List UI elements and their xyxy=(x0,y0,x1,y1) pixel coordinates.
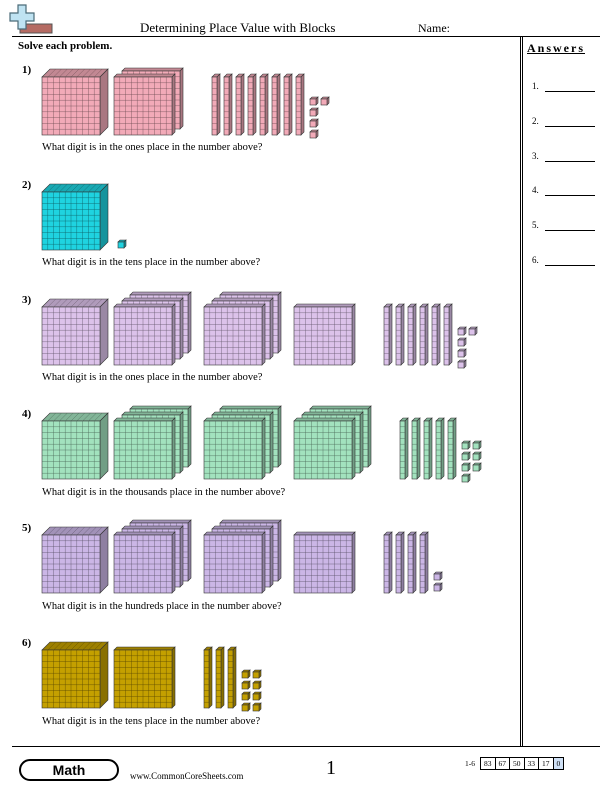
one-cube xyxy=(253,703,261,711)
score-cell: 83 xyxy=(480,757,496,770)
one-cube xyxy=(242,692,250,700)
answer-panel xyxy=(520,36,603,746)
answer-label-3: 3. xyxy=(532,151,539,161)
one-cube xyxy=(473,463,481,471)
ten-rod xyxy=(228,647,236,708)
one-cube xyxy=(310,119,318,127)
hundred-flat-stack xyxy=(204,520,281,593)
one-cube xyxy=(462,474,470,482)
problem-question-6: What digit is in the tens place in the number above? xyxy=(42,716,261,727)
ten-rod xyxy=(212,74,220,135)
ten-rod xyxy=(420,304,428,365)
problem-number-1: 1) xyxy=(22,64,32,76)
score-cell: 17 xyxy=(538,757,554,770)
answer-line-6[interactable] xyxy=(545,265,595,266)
one-cube xyxy=(469,327,477,335)
score-range: 1-6 xyxy=(465,759,475,768)
thousand-cube xyxy=(42,69,108,135)
one-cube xyxy=(253,670,261,678)
ten-rod xyxy=(396,532,404,593)
one-cube xyxy=(118,240,126,248)
hundred-flat-stack xyxy=(294,532,355,593)
ten-rod xyxy=(236,74,244,135)
ten-rod xyxy=(216,647,224,708)
hundred-flat-stack xyxy=(114,520,191,593)
problem-question-1: What digit is in the ones place in the number above? xyxy=(42,142,263,153)
thousand-cube xyxy=(42,527,108,593)
ten-rod xyxy=(296,74,304,135)
ten-rod xyxy=(400,418,408,479)
score-cell: 0 xyxy=(553,757,565,770)
problem-4-blocks xyxy=(42,406,481,482)
hundred-flat-stack xyxy=(204,292,281,365)
footer-divider xyxy=(12,746,600,747)
one-cube xyxy=(242,670,250,678)
ten-rod xyxy=(384,532,392,593)
page-number: 1 xyxy=(326,757,336,779)
score-cell: 67 xyxy=(495,757,511,770)
answer-label-6: 6. xyxy=(532,255,539,265)
ten-rod xyxy=(272,74,280,135)
one-cube xyxy=(458,327,466,335)
ten-rod xyxy=(384,304,392,365)
one-cube xyxy=(253,692,261,700)
ten-rod xyxy=(444,304,452,365)
hundred-flat-stack xyxy=(294,304,355,365)
subject-badge: Math xyxy=(19,759,119,781)
one-cube xyxy=(253,681,261,689)
ten-rod xyxy=(204,647,212,708)
problem-number-4: 4) xyxy=(22,408,32,420)
score-cell: 33 xyxy=(524,757,540,770)
problem-3-blocks xyxy=(42,292,477,368)
thousand-cube xyxy=(42,642,108,708)
answer-label-4: 4. xyxy=(532,185,539,195)
name-label: Name: xyxy=(418,21,450,35)
one-cube xyxy=(434,572,442,580)
hundred-flat-stack xyxy=(114,292,191,365)
one-cube xyxy=(434,583,442,591)
ten-rod xyxy=(432,304,440,365)
problem-question-5: What digit is in the hundreds place in the number above? xyxy=(42,601,282,612)
problem-1-blocks xyxy=(42,68,329,138)
thousand-cube xyxy=(42,413,108,479)
score-table xyxy=(465,757,564,770)
one-cube xyxy=(310,97,318,105)
answer-line-2[interactable] xyxy=(545,126,595,127)
hundred-flat-stack xyxy=(294,406,371,479)
one-cube xyxy=(462,452,470,460)
ten-rod xyxy=(448,418,456,479)
hundred-flat-stack xyxy=(114,68,183,135)
hundred-flat-stack xyxy=(114,406,191,479)
one-cube xyxy=(462,463,470,471)
ten-rod xyxy=(284,74,292,135)
answer-label-2: 2. xyxy=(532,116,539,126)
ten-rod xyxy=(424,418,432,479)
ten-rod xyxy=(420,532,428,593)
problem-6-blocks xyxy=(42,642,261,711)
problem-question-3: What digit is in the ones place in the number above? xyxy=(42,372,263,383)
ten-rod xyxy=(436,418,444,479)
problem-5-blocks xyxy=(42,520,442,593)
one-cube xyxy=(473,441,481,449)
answer-label-5: 5. xyxy=(532,220,539,230)
instructions: Solve each problem. xyxy=(18,40,113,52)
hundred-flat-stack xyxy=(204,406,281,479)
one-cube xyxy=(310,108,318,116)
one-cube xyxy=(242,681,250,689)
problem-question-2: What digit is in the tens place in the number above? xyxy=(42,257,261,268)
one-cube xyxy=(458,349,466,357)
ten-rod xyxy=(408,532,416,593)
problem-question-4: What digit is in the thousands place in the number above? xyxy=(42,487,286,498)
ten-rod xyxy=(396,304,404,365)
one-cube xyxy=(321,97,329,105)
ten-rod xyxy=(408,304,416,365)
one-cube xyxy=(242,703,250,711)
hundred-flat-stack xyxy=(114,647,175,708)
problem-number-6: 6) xyxy=(22,637,32,649)
problem-number-2: 2) xyxy=(22,179,32,191)
ten-rod xyxy=(412,418,420,479)
thousand-cube xyxy=(42,184,108,250)
website-url[interactable]: www.CommonCoreSheets.com xyxy=(130,771,244,781)
answer-line-3[interactable] xyxy=(545,161,595,162)
ten-rod xyxy=(260,74,268,135)
problem-number-3: 3) xyxy=(22,294,32,306)
ten-rod xyxy=(224,74,232,135)
answers-title: Answers xyxy=(527,41,585,55)
answer-line-4[interactable] xyxy=(545,195,595,196)
one-cube xyxy=(310,130,318,138)
one-cube xyxy=(462,441,470,449)
score-cell: 50 xyxy=(509,757,525,770)
thousand-cube xyxy=(42,299,108,365)
answer-line-5[interactable] xyxy=(545,230,595,231)
one-cube xyxy=(458,338,466,346)
one-cube xyxy=(473,452,481,460)
answer-line-1[interactable] xyxy=(545,91,595,92)
ten-rod xyxy=(248,74,256,135)
one-cube xyxy=(458,360,466,368)
answer-label-1: 1. xyxy=(532,81,539,91)
page-title: Determining Place Value with Blocks xyxy=(140,20,336,35)
problem-2-blocks xyxy=(42,184,126,250)
problem-number-5: 5) xyxy=(22,522,32,534)
